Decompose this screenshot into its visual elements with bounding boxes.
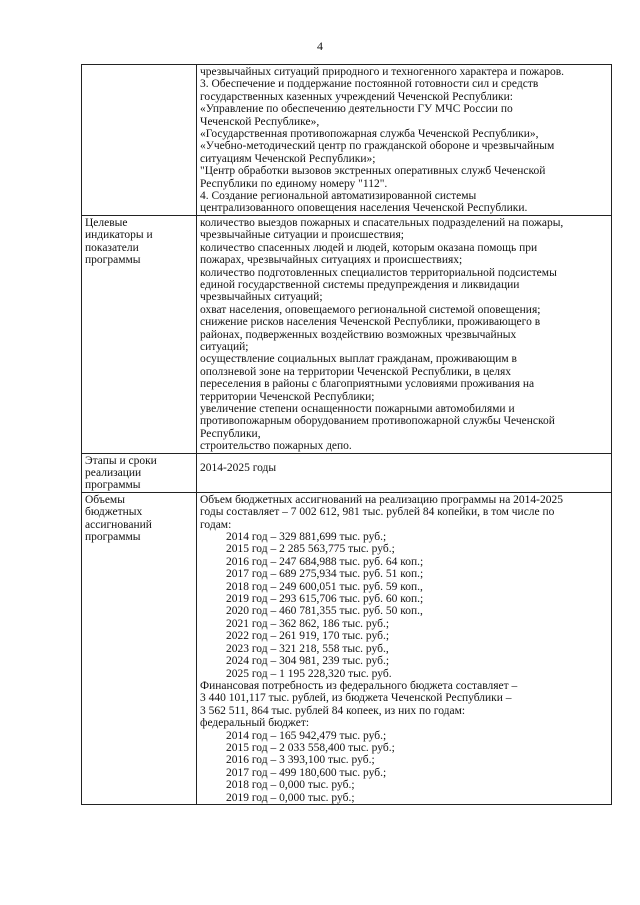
row-label-line: ассигнований <box>85 518 152 531</box>
row-label-line: Этапы и сроки <box>85 454 157 467</box>
text-line: годам: <box>200 518 232 531</box>
text-line: оползневой зоне на территории Чеченской Республики, в целях <box>200 365 512 378</box>
text-line: 3. Обеспечение и поддержание постоянной готовности сил и средств <box>200 78 539 91</box>
text-line: 2021 год – 362 862, 186 тыс. руб.; <box>226 617 390 630</box>
row-label-cell <box>82 215 197 453</box>
row-label-cell <box>82 65 197 216</box>
row-content-cell <box>197 453 612 492</box>
text-line: «Управление по обеспечению деятельности ГУ МЧС России по <box>200 103 513 116</box>
text-line: увеличение степени оснащенности пожарными автомобилями и <box>200 402 515 415</box>
text-line: строительство пожарных депо. <box>200 440 352 453</box>
text-line: переселения в районы с благоприятными условиями проживания на <box>200 378 535 391</box>
text-line: 2022 год – 261 919, 170 тыс. руб.; <box>226 630 390 643</box>
row-content-cell <box>197 215 612 453</box>
text-line: федеральный бюджет: <box>200 717 310 730</box>
program-passport-table <box>81 64 612 805</box>
content-lines <box>200 462 608 474</box>
year-list <box>200 531 608 680</box>
text-line: 2018 год – 0,000 тыс. руб.; <box>226 779 355 792</box>
text-line: единой государственной системы предупреждения и ликвидации <box>200 278 520 291</box>
text-line: 2014 год – 165 942,479 тыс. руб.; <box>226 729 387 742</box>
text-line: ситуаций; <box>200 340 249 353</box>
row-label-line: реализации <box>85 467 142 479</box>
text-line: 2017 год – 499 180,600 тыс. руб.; <box>226 766 387 779</box>
text-line: "Центр обработки вызовов экстренных оперативных служб Чеченской <box>200 165 546 178</box>
text-line: государственных казенных учреждений Чеченской Республики: <box>200 90 513 103</box>
text-line: 2024 год – 304 981, 239 тыс. руб.; <box>226 655 390 668</box>
row-label-line: программы <box>85 531 141 544</box>
row-content-cell <box>197 492 612 804</box>
row-label-line: программы <box>85 254 141 267</box>
page-number: 4 <box>317 39 323 53</box>
text-line: 3 562 511, 864 тыс. рублей 84 копеек, из них по годам: <box>200 704 466 717</box>
row-label-cell <box>82 492 197 804</box>
content-lines <box>200 680 608 730</box>
text-line: чрезвычайных ситуаций природного и техногенного характера и пожаров. <box>200 66 565 78</box>
text-line: централизованного оповещения населения Чеченской Республики. <box>200 202 528 215</box>
text-line: 2019 год – 0,000 тыс. руб.; <box>226 791 355 804</box>
table-row <box>82 65 612 216</box>
text-line: Объем бюджетных ассигнований на реализацию программы на 2014-2025 <box>200 493 564 506</box>
text-line: территории Чеченской Республики; <box>200 390 375 403</box>
text-line: 2014 год – 329 881,699 тыс. руб.; <box>226 531 387 544</box>
text-line: 3 440 101,117 тыс. рублей, из бюджета Чеченской Республики – <box>200 692 512 705</box>
text-line: количество выездов пожарных и спасательных подразделений на пожары, <box>200 216 564 229</box>
text-line: 2025 год – 1 195 228,320 тыс. руб. <box>226 667 392 680</box>
table-row <box>82 492 612 804</box>
row-label-line: показатели <box>85 241 139 254</box>
text-line: Республики, <box>200 427 261 440</box>
text-line: 2023 год – 321 218, 558 тыс. руб., <box>226 642 389 655</box>
row-label-cell <box>82 453 197 492</box>
text-line: осуществление социальных выплат гражданам, проживающим в <box>200 353 517 366</box>
text-line: 2020 год – 460 781,355 тыс. руб. 50 коп., <box>226 605 423 618</box>
text-line: Республики по единому номеру "112". <box>200 177 388 190</box>
row-label-line: индикаторы и <box>85 229 153 242</box>
text-line: 2015 год – 2 033 558,400 тыс. руб.; <box>226 741 395 754</box>
text-line: чрезвычайные ситуации и происшествия; <box>200 229 404 242</box>
text-line: 2015 год – 2 285 563,775 тыс. руб.; <box>226 543 395 556</box>
row-label-line: Целевые <box>85 216 128 229</box>
content-lines <box>200 494 608 531</box>
table-row <box>82 453 612 492</box>
table-row <box>82 215 612 453</box>
text-line: «Государственная противопожарная служба Чеченской Республики», <box>200 128 539 141</box>
text-line: Финансовая потребность из федерального бюджета составляет – <box>200 679 518 692</box>
text-line: чрезвычайных ситуаций; <box>200 291 323 304</box>
year-list <box>200 730 608 804</box>
text-line: противопожарным оборудованием противопожарной службы Чеченской <box>200 415 555 428</box>
text-line: ситуациям Чеченской Республики»; <box>200 152 376 165</box>
text-line: 2014-2025 годы <box>200 461 277 474</box>
row-label-line: бюджетных <box>85 506 143 519</box>
row-content-cell <box>197 65 612 216</box>
text-line: количество спасенных людей и людей, которым оказана помощь при <box>200 241 538 254</box>
text-line: «Учебно-методический центр по гражданской обороне и чрезвычайным <box>200 140 555 153</box>
text-line: 2018 год – 249 600,051 тыс. руб. 59 коп., <box>226 580 423 593</box>
text-line: районах, подверженных воздействию возможных чрезвычайных <box>200 328 517 341</box>
row-label-line: Объемы <box>85 493 125 506</box>
text-line: 2019 год – 293 615,706 тыс. руб. 60 коп.; <box>226 593 424 606</box>
text-line: 4. Создание региональной автоматизированной системы <box>200 190 477 203</box>
text-line: годы составляет – 7 002 612, 981 тыс. рублей 84 копейки, в том числе по <box>200 506 555 519</box>
content-lines <box>200 66 608 215</box>
content-lines <box>200 217 608 453</box>
text-line: охват населения, оповещаемого региональной системой оповещения; <box>200 303 541 316</box>
text-line: Чеченской Республике», <box>200 115 320 128</box>
row-label-line: программы <box>85 479 141 492</box>
text-line: 2016 год – 247 684,988 тыс. руб. 64 коп.; <box>226 555 424 568</box>
text-line: количество подготовленных специалистов территориальной подсистемы <box>200 266 557 279</box>
text-line: 2016 год – 3 393,100 тыс. руб.; <box>226 754 375 767</box>
text-line: 2017 год – 689 275,934 тыс. руб. 51 коп.; <box>226 568 424 581</box>
text-line: снижение рисков населения Чеченской Республики, проживающего в <box>200 316 541 329</box>
text-line: пожарах, чрезвычайных ситуациях и происшествиях; <box>200 254 463 267</box>
